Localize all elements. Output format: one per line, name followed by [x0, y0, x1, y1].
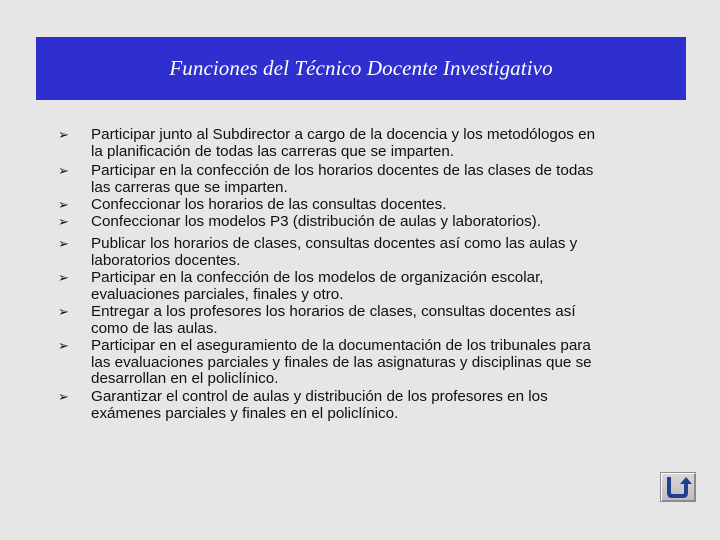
bullet-text: Entregar a los profesores los horarios de clases, consultas docentes así como de las aulas.: [91, 303, 576, 337]
bullet-text: Confeccionar los horarios de las consultas docentes.: [91, 196, 447, 213]
bullet-item: [58, 389, 678, 422]
bullet-item: [58, 197, 678, 214]
arrow-check-bullet-icon: ➢: [58, 164, 69, 179]
bullet-text: Participar junto al Subdirector a cargo de la docencia y los metodólogos en la planificación de todas las carreras que se imparten.: [91, 126, 596, 160]
bullet-item: [58, 338, 678, 388]
bullet-item: [58, 163, 678, 196]
arrow-check-bullet-icon: ➢: [58, 198, 69, 213]
arrow-check-bullet-icon: ➢: [58, 305, 69, 320]
bullet-item: [58, 304, 678, 337]
bullet-text: Participar en la confección de los horarios docentes de las clases de todas las carreras que se imparten.: [91, 162, 594, 196]
page-title: Funciones del Técnico Docente Investigativo: [169, 56, 553, 80]
arrow-check-bullet-icon: ➢: [58, 390, 69, 405]
bullet-item: [58, 236, 678, 269]
arrow-check-bullet-icon: ➢: [58, 215, 69, 230]
bullet-item: [58, 127, 678, 160]
bullet-text: Garantizar el control de aulas y distribución de los profesores en los exámenes parciales y finales en el policlínico.: [91, 388, 548, 422]
arrow-check-bullet-icon: ➢: [58, 237, 69, 252]
return-nav-button[interactable]: [660, 472, 696, 502]
bullet-text: Participar en el aseguramiento de la documentación de los tribunales para las evaluaciones parciales y finales de las asignaturas y disciplinas que se desarrollan en el policlínico.: [91, 337, 592, 387]
return-arrow-icon: [664, 475, 692, 499]
bullet-text: Publicar los horarios de clases, consultas docentes así como las aulas y laboratorios docentes.: [91, 235, 578, 269]
arrow-check-bullet-icon: ➢: [58, 271, 69, 286]
arrow-check-bullet-icon: ➢: [58, 128, 69, 143]
bullet-item: [58, 270, 678, 303]
bullet-text: Participar en la confección de los modelos de organización escolar, evaluaciones parciales, finales y otro.: [91, 269, 544, 303]
bullet-text: Confeccionar los modelos P3 (distribución de aulas y laboratorios).: [91, 213, 541, 230]
arrow-check-bullet-icon: ➢: [58, 339, 69, 354]
bullet-item: [58, 214, 678, 231]
